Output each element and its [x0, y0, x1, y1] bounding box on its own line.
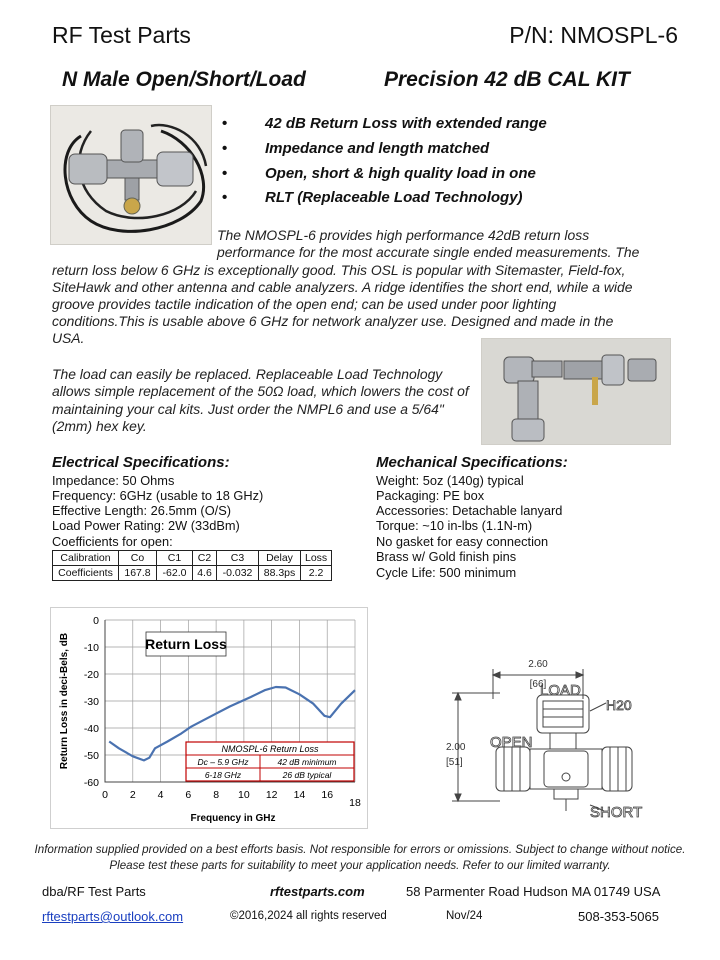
footer-website[interactable]: rftestparts.com: [270, 884, 365, 899]
mechanical-spec: Packaging: PE box: [376, 488, 485, 503]
footer-phone: 508-353-5065: [578, 909, 659, 924]
table-cell: 88.3ps: [259, 566, 301, 581]
table-row: [53, 566, 332, 581]
mechanical-specs-heading: Mechanical Specifications:: [376, 454, 568, 471]
electrical-spec: Load Power Rating: 2W (33dBm): [52, 518, 240, 533]
electrical-spec: Effective Length: 26.5mm (O/S): [52, 503, 232, 518]
mechanical-spec: Torque: ~10 in-lbs (1.1N-m): [376, 518, 533, 533]
y-tick-label: -20: [83, 669, 99, 681]
company-name: RF Test Parts: [52, 22, 191, 48]
mechanical-spec: Accessories: Detachable lanyard: [376, 503, 563, 518]
mechanical-drawing: [440, 655, 670, 825]
footer-address: 58 Parmenter Road Hudson MA 01749 USA: [406, 884, 661, 899]
footer-date: Nov/24: [446, 910, 483, 922]
legend-cell: 6-18 GHz: [204, 770, 242, 780]
load-description-line: (2mm) hex key.: [52, 418, 147, 434]
y-tick-label: 0: [93, 615, 99, 627]
y-tick-label: -30: [83, 696, 99, 708]
load-description-line: The load can easily be replaced. Replaceable Load Technology: [52, 366, 443, 382]
feature-item: • Impedance and length matched: [222, 139, 490, 157]
electrical-spec: Impedance: 50 Ohms: [52, 473, 175, 488]
table-header: Delay: [259, 551, 301, 566]
x-tick-label: 0: [102, 789, 108, 801]
chart-title: Return Loss: [145, 636, 227, 652]
footer-dba: dba/RF Test Parts: [42, 884, 146, 899]
mechanical-spec: No gasket for easy connection: [376, 534, 549, 549]
height-dimension: 2.00: [446, 742, 466, 753]
return-loss-chart: [50, 607, 368, 829]
load-description-line: maintaining your cal kits. Just order the NMPL6 and use a 5/64": [52, 401, 444, 417]
y-tick-label: -40: [83, 723, 99, 735]
load-description-line: allows simple replacement of the 50Ω load, which lowers the cost of: [52, 383, 469, 399]
table-cell: -0.032: [217, 566, 259, 581]
table-cell: 167.8: [119, 566, 157, 581]
hex-label: H20: [606, 697, 632, 713]
table-header: C1: [157, 551, 193, 566]
legend-title: NMOSPL-6 Return Loss: [221, 744, 319, 754]
legend-cell: 42 dB minimum: [277, 757, 337, 767]
feature-item: • RLT (Replaceable Load Technology): [222, 189, 523, 207]
coefficients-table: [52, 550, 332, 581]
table-header: Co: [119, 551, 157, 566]
short-label: SHORT: [590, 804, 643, 821]
mechanical-spec: Brass w/ Gold finish pins: [376, 549, 517, 564]
description-line: conditions.This is usable above 6 GHz for network analyzer use. Designed and made in the: [52, 313, 614, 329]
table-cell: -62.0: [157, 566, 193, 581]
width-dimension-metric: [66]: [529, 679, 547, 690]
mechanical-spec: Cycle Life: 500 minimum: [376, 565, 517, 580]
description-line: return loss below 6 GHz is exceptionally good. This OSL is popular with Sitemaster, Field-fox,: [52, 262, 626, 278]
description-line: USA.: [52, 330, 85, 346]
description-line: groove provides tactile indication of the open end; can be used under poor lighting: [52, 296, 557, 312]
y-axis-label: Return Loss in deci-Bels, dB: [59, 632, 70, 770]
load-photo: [481, 338, 671, 445]
x-axis-label: Frequency in GHz: [190, 813, 276, 824]
x-tick-label: 4: [157, 789, 164, 801]
table-header: Loss: [301, 551, 332, 566]
table-row: [53, 551, 332, 566]
electrical-spec: Frequency: 6GHz (usable to 18 GHz): [52, 488, 264, 503]
x-tick-label: 10: [238, 789, 250, 801]
footer-copyright: ©2016,2024 all rights reserved: [230, 910, 387, 922]
table-cell: 4.6: [193, 566, 217, 581]
feature-item: • 42 dB Return Loss with extended range: [222, 115, 547, 132]
legend-cell: Dc – 5.9 GHz: [197, 757, 249, 767]
description-line: performance for the most accurate single ended measurements. The: [217, 244, 640, 260]
footer-email-link[interactable]: rftestparts@outlook.com: [42, 909, 184, 924]
table-header: C2: [193, 551, 217, 566]
table-cell: Coefficients: [53, 566, 119, 581]
x-tick-label: 8: [213, 789, 220, 801]
y-tick-label: -50: [83, 750, 99, 762]
mechanical-spec: Weight: 5oz (140g) typical: [376, 473, 524, 488]
load-label: LOAD: [540, 682, 581, 699]
height-dimension-metric: [51]: [446, 757, 463, 768]
chart-canvas: [51, 608, 369, 830]
x-tick-label: 12: [265, 789, 278, 801]
feature-item: • Open, short & high quality load in one: [222, 164, 536, 182]
table-header: Calibration: [53, 551, 119, 566]
feature-list: [222, 112, 692, 211]
x-tick-label: 18: [349, 797, 361, 809]
electrical-spec: Coefficients for open:: [52, 534, 173, 549]
disclaimer-line: Information supplied provided on a best efforts basis. Not responsible for errors or omissions. Subject to change without notice.: [34, 843, 686, 856]
open-label: OPEN: [490, 734, 533, 751]
legend-cell: 26 dB typical: [282, 770, 332, 780]
x-tick-label: 16: [321, 789, 334, 801]
chart-legend-table: [186, 742, 354, 781]
table-cell: 2.2: [301, 566, 332, 581]
disclaimer-line: Please test these parts for suitability to meet your application needs. Refer to our limited warranty.: [109, 859, 611, 872]
y-tick-label: -60: [83, 777, 99, 789]
electrical-specs-heading: Electrical Specifications:: [52, 454, 230, 471]
x-tick-label: 14: [293, 789, 306, 801]
product-title: N Male Open/Short/Load: [62, 68, 306, 91]
width-dimension: 2.60: [528, 659, 548, 670]
product-subtitle: Precision 42 dB CAL KIT: [384, 68, 630, 91]
description-line: SiteHawk and other antenna and cable analyzers. A ridge identifies the short end, while a wide: [52, 279, 633, 295]
description-line: The NMOSPL-6 provides high performance 42dB return loss: [217, 227, 590, 243]
x-tick-label: 6: [185, 789, 192, 801]
part-number: P/N: NMOSPL-6: [509, 22, 678, 48]
product-photo: [50, 105, 212, 245]
x-tick-label: 2: [129, 789, 136, 801]
y-tick-label: -10: [83, 642, 99, 654]
table-header: C3: [217, 551, 259, 566]
